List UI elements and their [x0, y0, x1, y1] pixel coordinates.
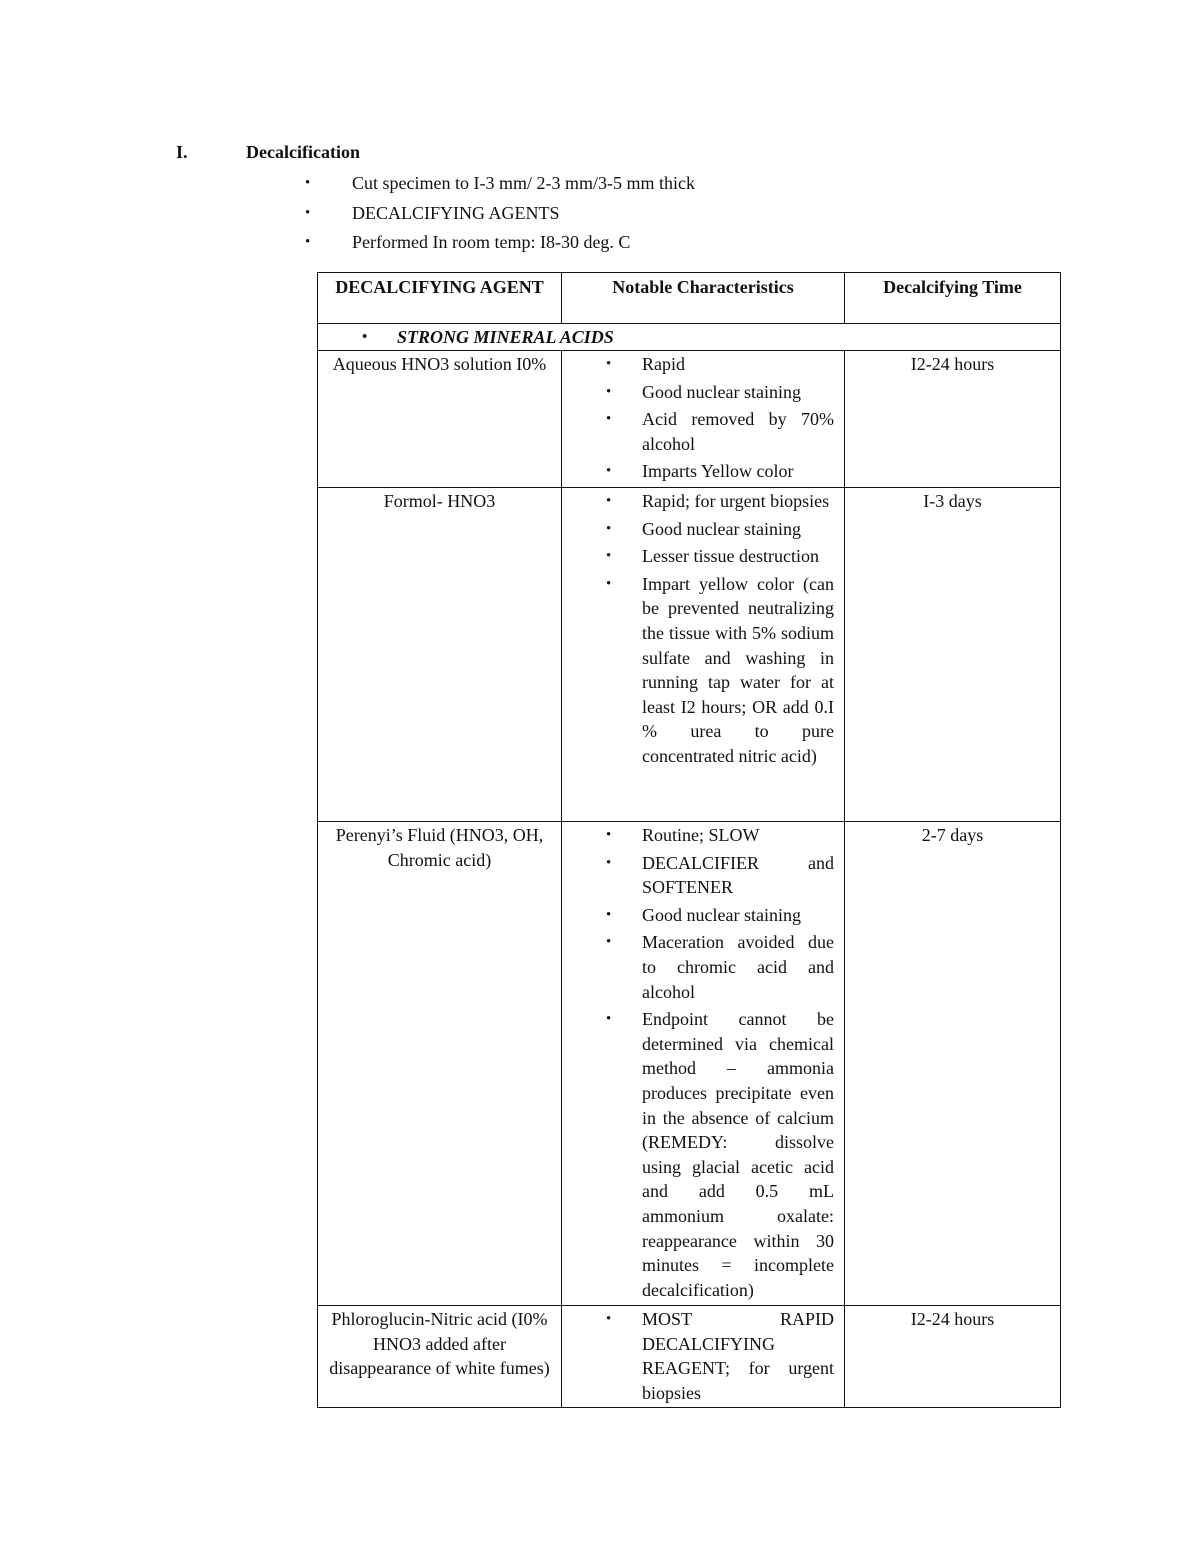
bullet-icon: •	[362, 329, 368, 345]
bullet-icon: •	[305, 204, 311, 221]
decalcifying-agents-table	[317, 272, 1061, 1408]
list-item: • Good nuclear staining	[642, 380, 834, 405]
bullet-icon: •	[305, 175, 311, 191]
list-item: • Acid removed by 70% alcohol	[642, 407, 834, 456]
agent-cell: Aqueous HNO3 solution I0%	[318, 351, 562, 488]
characteristics-list	[562, 823, 844, 1302]
list-item: • Impart yellow color (can be prevented neutralizing the tissue with 5% sodium sulfate and washing in running tap water for at least I2 hours; OR add 0.I % urea to pure concentrated nitric acid)	[642, 572, 834, 769]
characteristics-cell	[562, 351, 845, 488]
agent-cell: Phloroglucin-Nitric acid (I0% HNO3 added after disappearance of white fumes)	[318, 1306, 562, 1408]
time-cell: I2-24 hours	[845, 1306, 1061, 1408]
category-label: • STRONG MINERAL ACIDS	[318, 324, 1060, 350]
list-item: • MOST RAPID DECALCIFYING REAGENT; for urgent biopsies	[642, 1307, 834, 1405]
characteristics-list	[562, 1307, 844, 1405]
list-item: • Rapid; for urgent biopsies	[642, 489, 834, 514]
list-item: • Lesser tissue destruction	[642, 544, 834, 569]
table-row	[318, 822, 1061, 1306]
header-time: Decalcifying Time	[845, 273, 1061, 324]
section-title: Decalcification	[246, 142, 360, 162]
list-item: • Rapid	[642, 352, 834, 377]
list-item: • Imparts Yellow color	[642, 459, 834, 484]
list-item: • Maceration avoided due to chromic acid and alcohol	[642, 930, 834, 1004]
list-item: • Good nuclear staining	[642, 517, 834, 542]
agent-cell: Formol- HNO3	[318, 488, 562, 822]
bullet-icon: •	[305, 234, 311, 250]
intro-bullet-list	[305, 172, 695, 261]
table-header-row	[318, 273, 1061, 324]
table-row	[318, 488, 1061, 822]
header-agent: DECALCIFYING AGENT	[318, 273, 562, 324]
list-item: • Good nuclear staining	[642, 903, 834, 928]
list-item: • Endpoint cannot be determined via chemical method – ammonia produces precipitate even in the absence of calcium (REMEDY: dissolve using glacial acetic acid and add 0.5 mL ammonium oxalate: reappearance within 30 minutes = incomplete decalcification)	[642, 1007, 834, 1302]
header-characteristics: Notable Characteristics	[562, 273, 845, 324]
table-row	[318, 1306, 1061, 1408]
list-item: • DECALCIFYING AGENTS	[305, 202, 560, 223]
time-cell: I-3 days	[845, 488, 1061, 822]
category-row	[318, 324, 1061, 351]
list-item: • Cut specimen to I-3 mm/ 2-3 mm/3-5 mm thick	[305, 173, 695, 193]
list-item: • Routine; SLOW	[642, 823, 834, 848]
characteristics-cell	[562, 822, 845, 1306]
characteristics-cell	[562, 1306, 845, 1408]
table-row	[318, 351, 1061, 488]
time-cell: 2-7 days	[845, 822, 1061, 1306]
characteristics-cell	[562, 488, 845, 822]
agent-cell: Perenyi’s Fluid (HNO3, OH, Chromic acid)	[318, 822, 562, 1306]
list-item: • DECALCIFIER and SOFTENER	[642, 851, 834, 900]
time-cell: I2-24 hours	[845, 351, 1061, 488]
characteristics-list	[562, 489, 844, 769]
section-number: I.	[176, 142, 188, 162]
characteristics-list	[562, 352, 844, 484]
list-item: • Performed In room temp: I8-30 deg. C	[305, 232, 631, 252]
